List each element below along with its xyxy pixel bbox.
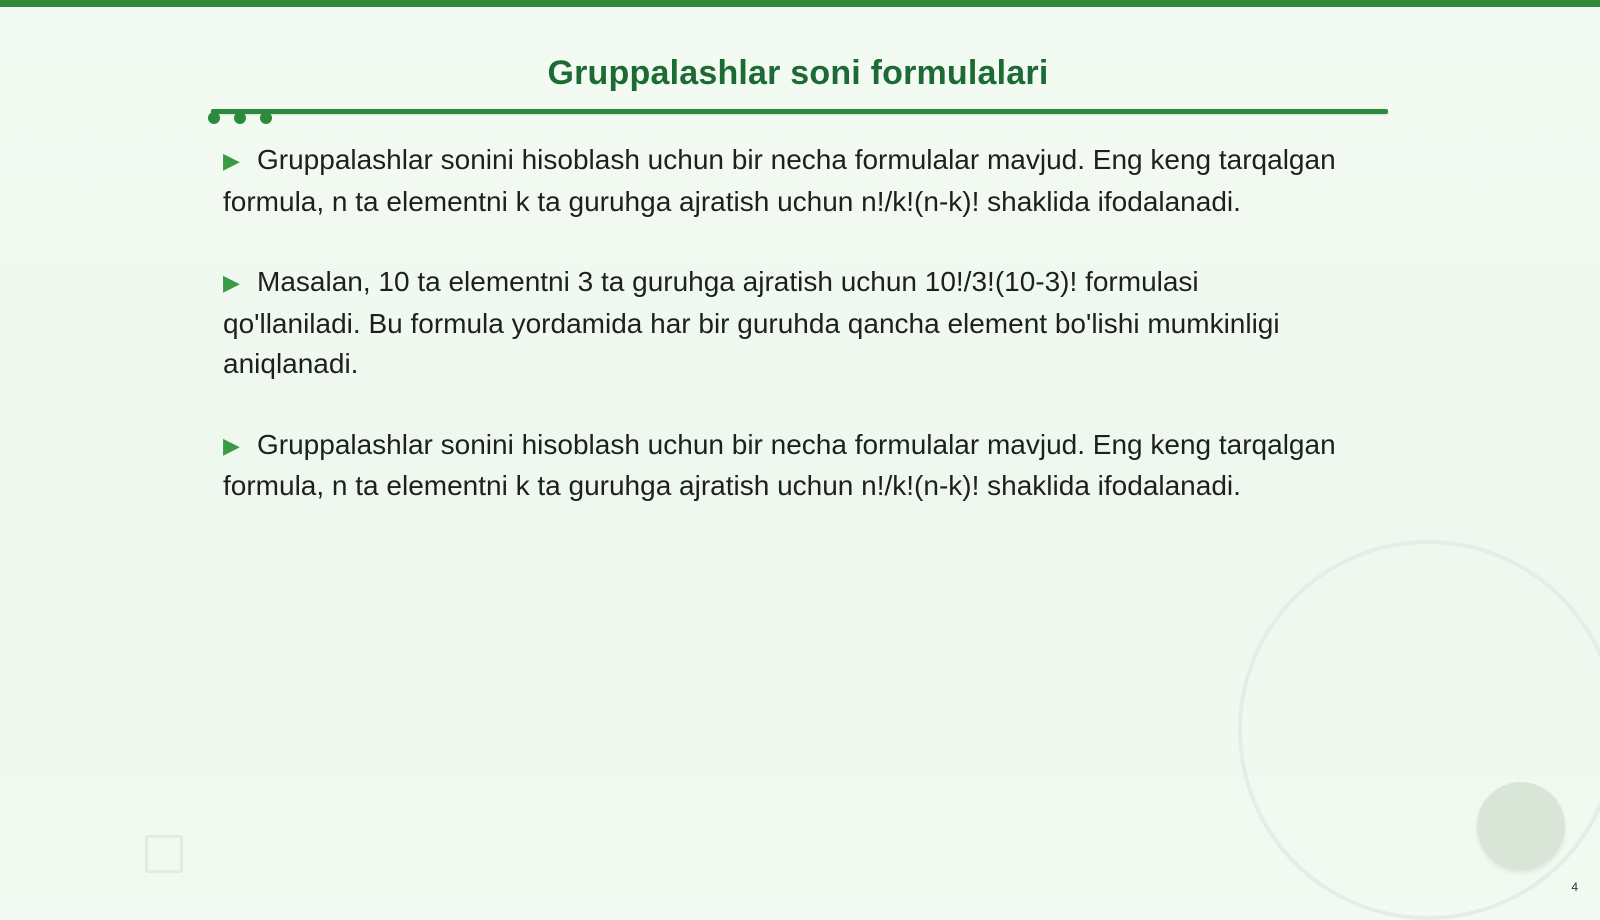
decorative-circle: [1477, 782, 1565, 870]
paragraph-text: Masalan, 10 ta elementni 3 ta guruhga ajratish uchun 10!/3!(10-3)! formulasi qo'llaniladi. Bu formula yordamida har bir guruhda qancha element bo'lishi mumkinligi aniqlanadi.: [223, 266, 1280, 379]
play-triangle-icon: ▶: [223, 432, 240, 458]
bullet-paragraph: [223, 425, 1343, 507]
decorative-square: [145, 835, 183, 873]
paragraph-text: Gruppalashlar sonini hisoblash uchun bir necha formulalar mavjud. Eng keng tarqalgan formula, n ta elementni k ta guruhga ajratish uchun n!/k!(n-k)! shaklida ifodalanadi.: [223, 144, 1336, 217]
slide-body: [223, 140, 1343, 547]
title-underline: [211, 109, 1388, 114]
play-triangle-icon: ▶: [223, 270, 240, 295]
underline-dot: [234, 112, 246, 124]
paragraph-text: Gruppalashlar sonini hisoblash uchun bir necha formulalar mavjud. Eng keng tarqalgan formula, n ta elementni k ta guruhga ajratish uchun n!/k!(n-k)! shaklida ifodalanadi.: [223, 428, 1336, 501]
play-triangle-icon: ▶: [223, 148, 240, 173]
top-accent-bar: [0, 0, 1600, 7]
page-number: 4: [1571, 880, 1578, 894]
decorative-ring: [1238, 540, 1600, 920]
underline-dot: [260, 112, 272, 124]
bullet-paragraph: [223, 262, 1343, 385]
bullet-paragraph: [223, 140, 1343, 222]
underline-dot: [208, 112, 220, 124]
slide-title: Gruppalashlar soni formulalari: [547, 54, 1049, 92]
